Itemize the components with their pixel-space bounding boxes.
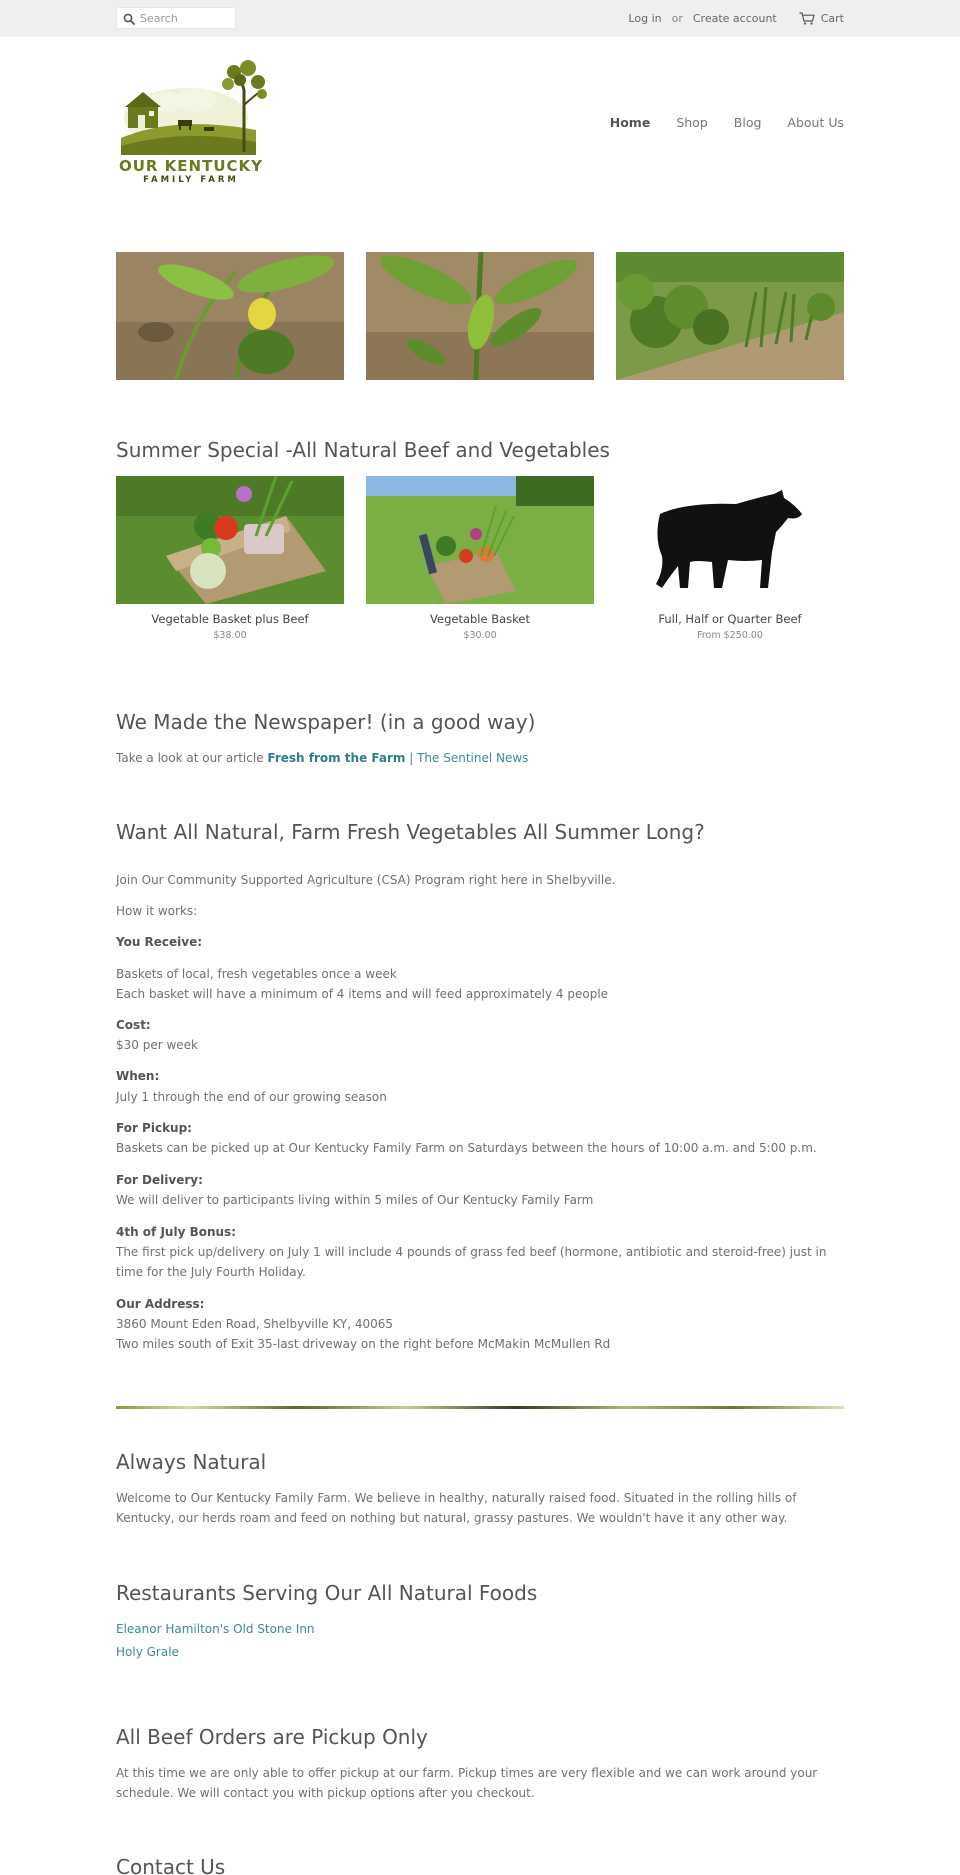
or-separator: or [671,12,683,25]
farm-logo-icon [116,60,268,155]
garden-photo-squash [116,252,344,380]
site-logo[interactable] [116,60,268,190]
logo-text-secondary: FAMILY FARM [143,175,239,185]
article-link[interactable]: Fresh from the Farm [267,751,406,765]
account-links [628,10,844,28]
product-price: From $250.00 [697,630,763,642]
contact-heading: Contact Us [116,1855,226,1875]
product-image-beef-cow [616,476,844,604]
restaurant-item [116,1619,846,1639]
csa-pickup-label [116,1118,846,1138]
create-account-link[interactable]: Create account [692,12,777,25]
product-title: Vegetable Basket [430,612,530,626]
pickup-only-text: At this time we are only able to offer pickup at our farm. Pickup times are very flexible and we can work around your schedule. We will contact you with pickup options after you checkout. [116,1766,818,1800]
always-natural-heading: Always Natural [116,1450,267,1474]
main-nav [584,113,844,133]
link-separator: | [405,751,418,765]
decorative-banner-strip [116,1406,844,1409]
csa-heading: Want All Natural, Farm Fresh Vegetables All Summer Long? [116,820,705,844]
nav-home[interactable]: Home [609,115,651,130]
csa-bonus: The first pick up/delivery on July 1 will include 4 pounds of grass fed beef (hormone, antibiotic and steroid-free) just in time for the July Fourth Holiday. [116,1245,827,1279]
product-image-basket-beef [116,476,344,604]
csa-receive-1: Baskets of local, fresh vegetables once a week [116,967,397,981]
garden-photo-herbs [616,252,844,380]
cart-label: Cart [820,12,844,25]
csa-receive-label [116,932,846,952]
csa-when: July 1 through the end of our growing season [116,1090,387,1104]
nav-blog[interactable]: Blog [733,115,762,130]
logo-text-primary: OUR KENTUCKY [118,157,264,175]
restaurant-item [116,1642,846,1662]
summer-special-heading: Summer Special -All Natural Beef and Vegetables [116,438,610,462]
when-label: When: [116,1069,160,1083]
csa-join: Join Our Community Supported Agriculture (CSA) Program right here in Shelbyville. [116,873,616,887]
pickup-label: For Pickup: [116,1121,192,1135]
restaurant-link-holy-grale[interactable]: Holy Grale [116,1645,179,1659]
csa-address-2: Two miles south of Exit 35-last driveway on the right before McMakin McMullen Rd [116,1337,611,1351]
csa-address-1: 3860 Mount Eden Road, Shelbyville KY, 40065 [116,1317,394,1331]
sentinel-news-link[interactable]: The Sentinel News [417,751,529,765]
nav-about-us[interactable]: About Us [787,115,844,130]
bonus-label: 4th of July Bonus: [116,1225,236,1239]
csa-when-label [116,1066,846,1086]
product-image-basket [366,476,594,604]
cart-link[interactable] [799,10,844,28]
top-bar [0,0,960,37]
csa-pickup: Baskets can be picked up at Our Kentucky Family Farm on Saturdays between the hours of 10:00 a.m. and 5:00 p.m. [116,1141,817,1155]
garden-photo-pepper [366,252,594,380]
receive-label: You Receive: [116,935,203,949]
search-box[interactable] [116,7,236,29]
product-card[interactable] [616,476,844,644]
login-link[interactable]: Log in [628,12,662,25]
csa-delivery: We will deliver to participants living within 5 miles of Our Kentucky Family Farm [116,1193,594,1207]
product-card[interactable] [116,476,344,644]
product-title: Full, Half or Quarter Beef [658,612,802,626]
csa-cost-label [116,1015,846,1035]
restaurants-heading: Restaurants Serving Our All Natural Foods [116,1581,538,1605]
product-card[interactable] [366,476,594,644]
pickup-only-heading: All Beef Orders are Pickup Only [116,1725,428,1749]
search-input[interactable] [140,10,232,26]
cart-icon [799,12,815,25]
product-price: $30.00 [463,630,497,642]
cost-label: Cost: [116,1018,151,1032]
newspaper-intro: Take a look at our article [116,751,268,765]
csa-bonus-label [116,1222,846,1242]
newspaper-paragraph [116,748,846,768]
csa-address-label [116,1294,846,1314]
newspaper-heading: We Made the Newspaper! (in a good way) [116,710,536,734]
csa-delivery-label [116,1170,846,1190]
search-icon [123,13,135,25]
product-title: Vegetable Basket plus Beef [151,612,309,626]
delivery-label: For Delivery: [116,1173,203,1187]
restaurant-link-old-stone-inn[interactable]: Eleanor Hamilton's Old Stone Inn [116,1622,315,1636]
csa-receive-2: Each basket will have a minimum of 4 items and will feed approximately 4 people [116,987,609,1001]
always-natural-text: Welcome to Our Kentucky Family Farm. We believe in healthy, naturally raised food. Situated in the rolling hills of Kentucky, our herds roam and feed on nothing but natural, grassy pastures. We wouldn't have it any other way. [116,1491,797,1525]
nav-shop[interactable]: Shop [676,115,708,130]
address-label: Our Address: [116,1297,205,1311]
csa-how: How it works: [116,904,198,918]
product-price: $38.00 [213,630,247,642]
csa-cost: $30 per week [116,1038,198,1052]
